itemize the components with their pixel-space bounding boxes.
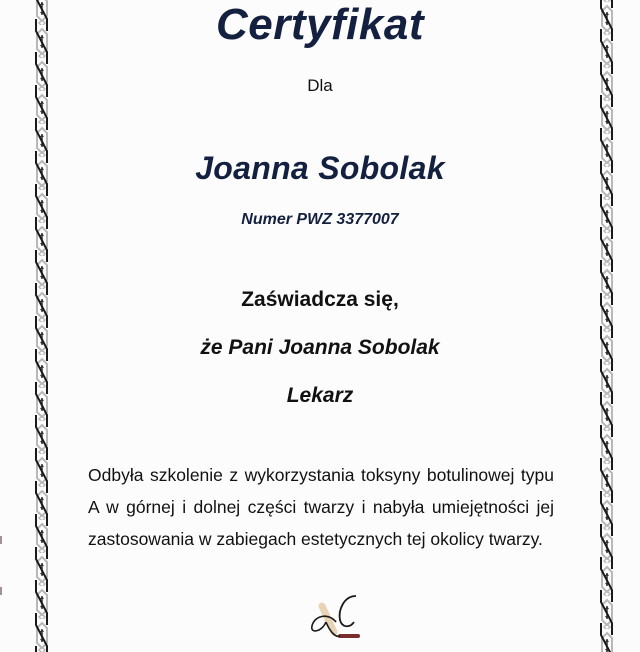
scan-edge-mark [0, 536, 2, 544]
certificate-body-text: Odbyła szkolenie z wykorzystania toksyny botulinowej typu A w górnej i dolnej części twarzy i nabyła umiejętności jej zastosowania w zabiegach estetycznych tej okolicy twarzy. [88, 465, 554, 549]
pwz-number: Numer PWZ 3377007 [241, 211, 399, 228]
profession: Lekarz [286, 384, 354, 407]
scan-edge-mark [0, 587, 2, 595]
certificate-title: Certyfikat [216, 0, 424, 49]
for-label: Dla [307, 76, 333, 95]
handwritten-signature-icon [300, 592, 370, 640]
recipient-name: Joanna Sobolak [195, 150, 445, 186]
decorative-chain-border-left-icon [33, 0, 51, 652]
decorative-chain-border-right-icon [598, 0, 616, 652]
subject-line: że Pani Joanna Sobolak [200, 336, 440, 359]
certifies-line: Zaświadcza się, [241, 288, 399, 311]
